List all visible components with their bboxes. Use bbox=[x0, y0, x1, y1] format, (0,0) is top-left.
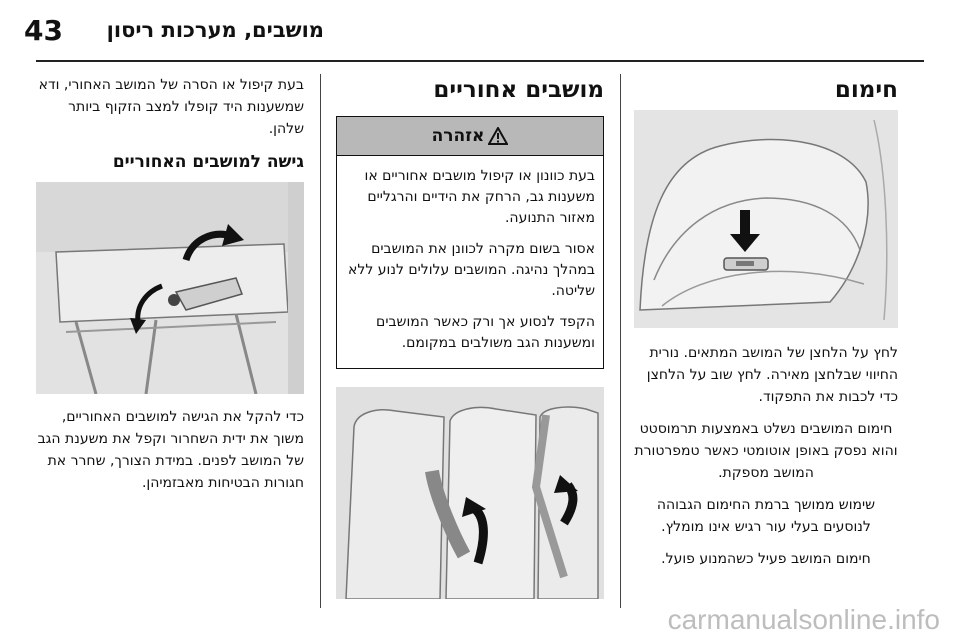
header-title: מושבים, מערכות ריסון bbox=[106, 18, 324, 42]
heating-column bbox=[634, 74, 898, 580]
watermark: carmanualsonline.info bbox=[667, 604, 940, 635]
warning-body bbox=[337, 156, 603, 368]
page-header bbox=[24, 14, 324, 50]
rear-seats-column bbox=[336, 74, 604, 599]
warning-paragraph: הקפד לנסוע אך ורק כאשר המושבים ומשענות הגב משולבים במקומם. bbox=[376, 314, 595, 351]
rear-seat-folding-figure bbox=[336, 387, 604, 599]
access-paragraph: כדי להקל את הגישה למושבים האחוריים, משוך את ידית השחרור וקפל את משענת הגב של המושב לפנים. במידת הצורך, שחרר את חגורות הבטיחות מאבזמיהן. bbox=[37, 409, 304, 491]
warning-paragraph: בעת כוונון או קיפול מושבים אחוריים או משענות גב, הרחק את הידיים והרגליים מאזור התנועה. bbox=[364, 168, 595, 226]
page-number: 43 bbox=[24, 14, 63, 47]
access-intro: בעת קיפול או הסרה של המושב האחורי, ודא שמשענות היד קופלו למצב הזקוף ביותר שלהן. bbox=[38, 77, 304, 137]
rear-seats-heading: מושבים אחוריים bbox=[433, 77, 604, 103]
heating-paragraph: חימום המושבים נשלט באמצעות תרמוסטט והוא נפסק באופן אוטומטי כאשר טמפרטורת המושב מספקת. bbox=[634, 421, 898, 481]
warning-triangle-icon bbox=[488, 127, 508, 145]
seat-heating-button-figure bbox=[634, 110, 898, 328]
warning-header bbox=[337, 117, 603, 156]
warning-title: אזהרה bbox=[431, 126, 485, 146]
column-divider-right bbox=[620, 74, 621, 608]
heating-paragraph: לחץ על הלחצן של המושב המתאים. נורית החיווי שבלחצן מאירה. לחץ שוב על הלחצן כדי לכבות את התפקוד. bbox=[646, 345, 898, 405]
heating-paragraph: חימום המושב פעיל כשהמנוע פועל. bbox=[661, 551, 871, 567]
header-divider bbox=[36, 60, 924, 62]
heating-heading: חימום bbox=[834, 77, 898, 103]
access-column bbox=[36, 74, 304, 504]
heating-paragraph: שימוש ממושך ברמת החימום הגבוהה לנוסעים בעלי עור רגיש אינו מומלץ. bbox=[656, 497, 876, 535]
warning-paragraph: אסור בשום מקרה לכוונן את המושבים במהלך נהיגה. המושבים עלולים לנוע ללא שליטה. bbox=[348, 241, 595, 299]
column-divider-left bbox=[320, 74, 321, 608]
warning-box bbox=[336, 116, 604, 369]
seat-release-lever-figure bbox=[36, 182, 304, 394]
access-subheading: גישה למושבים האחוריים bbox=[112, 152, 304, 172]
